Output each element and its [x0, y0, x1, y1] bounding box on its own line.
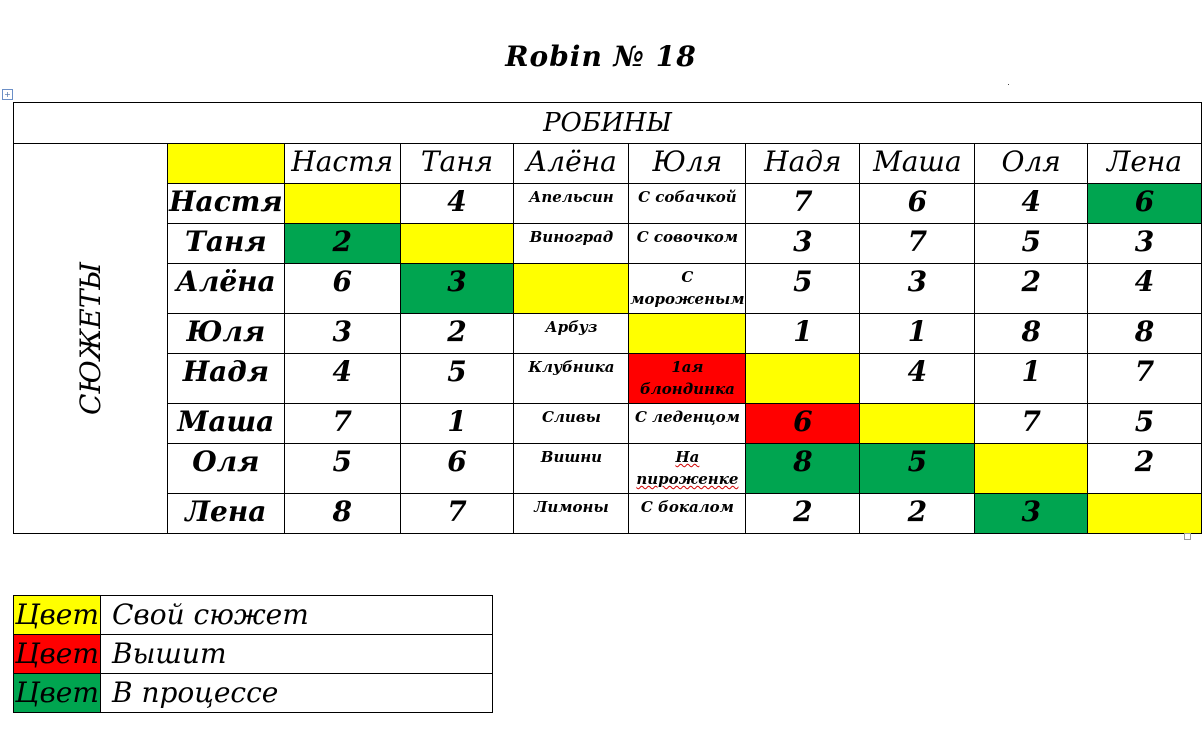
plot-cell: С леденцом — [629, 404, 746, 444]
score-cell: 6 — [400, 444, 514, 494]
plot-cell: Лимоны — [514, 494, 629, 534]
legend-row — [14, 674, 493, 713]
plot-cell: Вишни — [514, 444, 629, 494]
legend-label: Свой сюжет — [101, 596, 493, 635]
score-cell: 8 — [1088, 314, 1202, 354]
legend-row — [14, 596, 493, 635]
score-cell: 6 — [1088, 184, 1202, 224]
score-cell: 8 — [975, 314, 1088, 354]
table-row — [14, 314, 1202, 354]
spell-check-mark: На пироженке — [636, 448, 739, 488]
score-cell: 6 — [284, 264, 400, 314]
score-cell: 5 — [860, 444, 975, 494]
score-cell: 1 — [400, 404, 514, 444]
score-cell: 5 — [1088, 404, 1202, 444]
score-cell: 7 — [975, 404, 1088, 444]
plot-cell: 1ая блондинка — [629, 354, 746, 404]
score-cell: 3 — [746, 224, 860, 264]
legend-swatch: Цвет — [14, 674, 101, 713]
score-cell: 7 — [1088, 354, 1202, 404]
header-row — [14, 103, 1202, 144]
table-row — [14, 184, 1202, 224]
table-row — [14, 264, 1202, 314]
score-cell — [400, 224, 514, 264]
row-header: Маша — [167, 404, 284, 444]
row-header: Лена — [167, 494, 284, 534]
document-title: Robin № 18 — [505, 40, 697, 73]
plot-cell — [629, 444, 746, 494]
plot-cell: Клубника — [514, 354, 629, 404]
column-header: Юля — [629, 144, 746, 184]
row-header: Алёна — [167, 264, 284, 314]
score-cell: 7 — [860, 224, 975, 264]
score-cell: 8 — [284, 494, 400, 534]
column-header: Маша — [860, 144, 975, 184]
plot-cell: Арбуз — [514, 314, 629, 354]
score-cell — [746, 354, 860, 404]
score-cell: 2 — [975, 264, 1088, 314]
score-cell: 3 — [400, 264, 514, 314]
score-cell: 5 — [400, 354, 514, 404]
row-header: Юля — [167, 314, 284, 354]
score-cell: 1 — [746, 314, 860, 354]
score-cell — [1088, 494, 1202, 534]
table-row — [14, 224, 1202, 264]
column-header: Лена — [1088, 144, 1202, 184]
score-cell — [629, 314, 746, 354]
legend-row — [14, 635, 493, 674]
score-cell: 7 — [400, 494, 514, 534]
score-cell — [514, 264, 629, 314]
table-resize-handle-icon[interactable] — [1184, 533, 1191, 540]
plot-cell: С мороженым — [629, 264, 746, 314]
score-cell: 2 — [1088, 444, 1202, 494]
table-move-handle-icon[interactable]: + — [2, 89, 13, 100]
score-cell: 4 — [284, 354, 400, 404]
column-header-row — [14, 144, 1202, 184]
side-label-cell — [14, 144, 168, 534]
score-cell: 3 — [284, 314, 400, 354]
stray-dot — [1008, 84, 1009, 85]
table-row — [14, 444, 1202, 494]
column-header: Алёна — [514, 144, 629, 184]
legend-swatch: Цвет — [14, 635, 101, 674]
score-cell: 5 — [284, 444, 400, 494]
side-label: СЮЖЕТЫ — [73, 262, 107, 415]
plot-cell: С собачкой — [629, 184, 746, 224]
score-cell — [284, 184, 400, 224]
score-cell: 2 — [860, 494, 975, 534]
score-cell: 1 — [975, 354, 1088, 404]
score-cell: 3 — [860, 264, 975, 314]
table-row — [14, 494, 1202, 534]
score-cell: 2 — [284, 224, 400, 264]
plot-cell: С совочком — [629, 224, 746, 264]
column-header: Таня — [400, 144, 514, 184]
row-header: Надя — [167, 354, 284, 404]
score-cell: 1 — [860, 314, 975, 354]
score-cell: 2 — [400, 314, 514, 354]
score-cell: 4 — [1088, 264, 1202, 314]
plot-cell: С бокалом — [629, 494, 746, 534]
score-cell: 4 — [860, 354, 975, 404]
row-header: Таня — [167, 224, 284, 264]
score-cell: 7 — [284, 404, 400, 444]
table-header: РОБИНЫ — [14, 103, 1202, 144]
score-cell: 2 — [746, 494, 860, 534]
score-cell: 3 — [1088, 224, 1202, 264]
plot-cell: Сливы — [514, 404, 629, 444]
legend-label: В процессе — [101, 674, 493, 713]
table-row — [14, 354, 1202, 404]
score-cell: 3 — [975, 494, 1088, 534]
robin-table — [13, 102, 1202, 534]
score-cell: 6 — [746, 404, 860, 444]
legend-label: Вышит — [101, 635, 493, 674]
color-legend — [13, 595, 493, 713]
score-cell: 5 — [746, 264, 860, 314]
score-cell: 4 — [400, 184, 514, 224]
row-header: Настя — [167, 184, 284, 224]
plot-cell: Апельсин — [514, 184, 629, 224]
plot-cell: Виноград — [514, 224, 629, 264]
column-header: Оля — [975, 144, 1088, 184]
score-cell: 8 — [746, 444, 860, 494]
score-cell: 5 — [975, 224, 1088, 264]
score-cell: 6 — [860, 184, 975, 224]
row-header: Оля — [167, 444, 284, 494]
column-header: Настя — [284, 144, 400, 184]
table-row — [14, 404, 1202, 444]
legend-swatch: Цвет — [14, 596, 101, 635]
score-cell — [860, 404, 975, 444]
corner-cell — [167, 144, 284, 184]
score-cell: 4 — [975, 184, 1088, 224]
score-cell: 7 — [746, 184, 860, 224]
column-header: Надя — [746, 144, 860, 184]
score-cell — [975, 444, 1088, 494]
